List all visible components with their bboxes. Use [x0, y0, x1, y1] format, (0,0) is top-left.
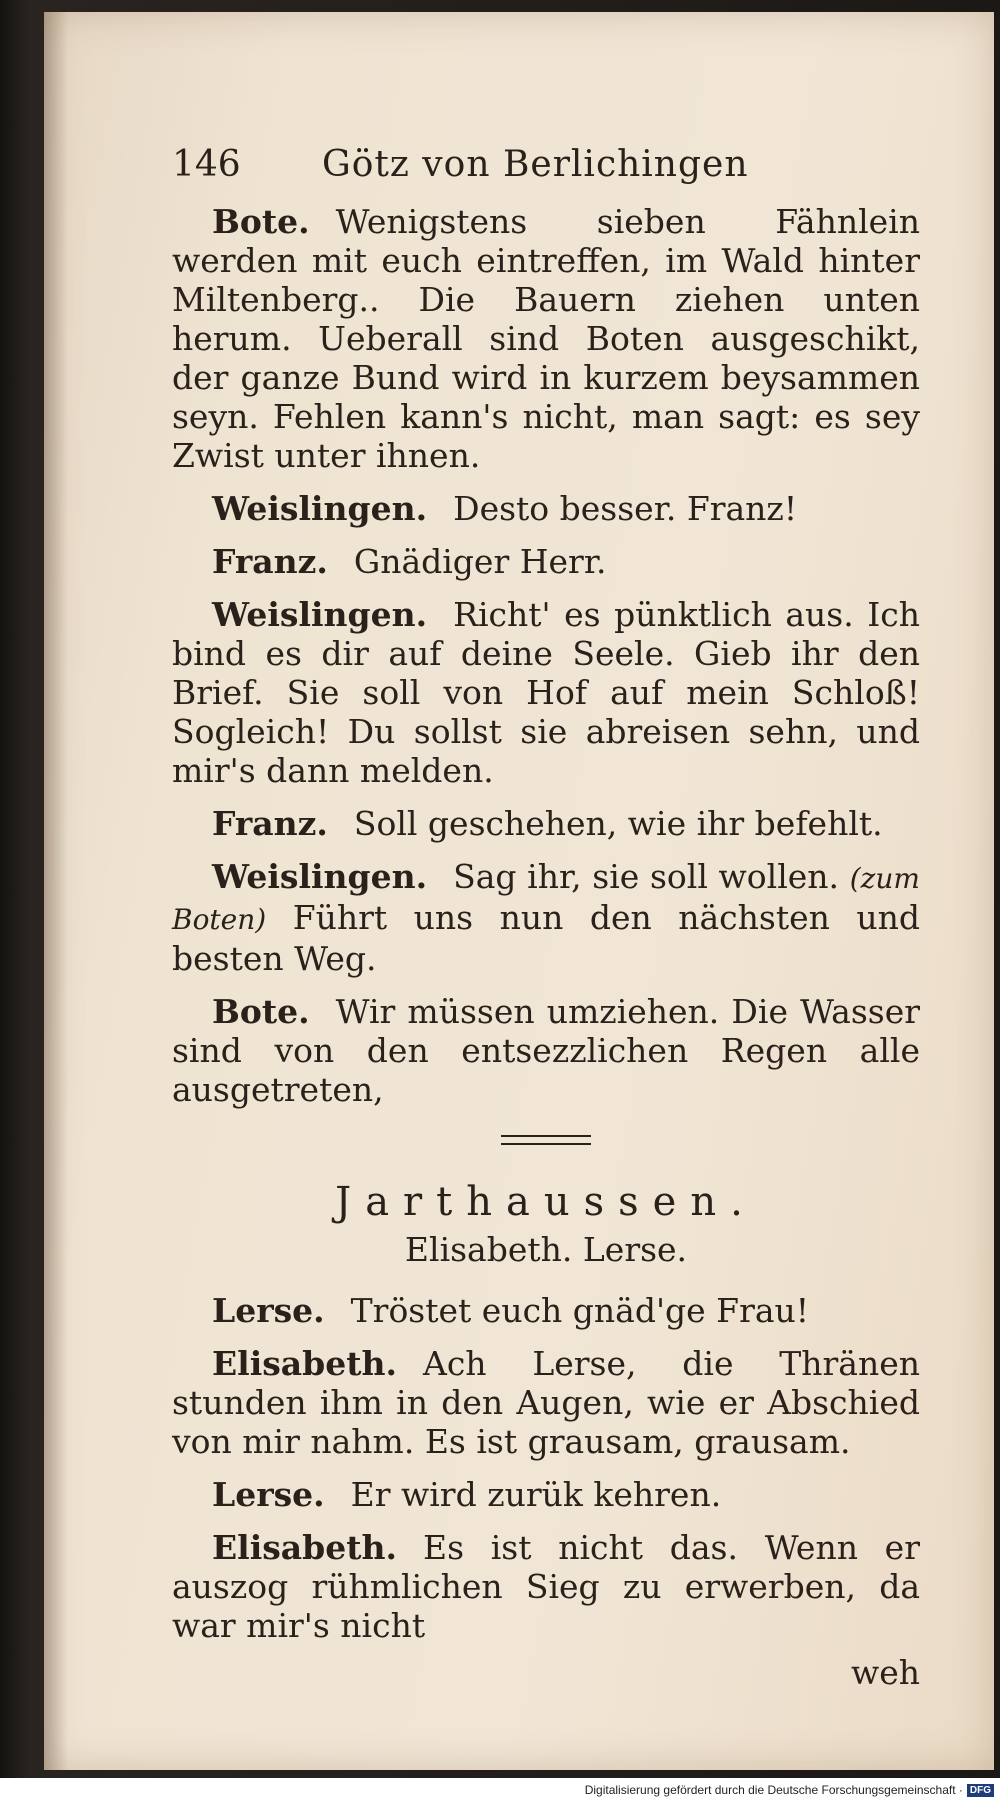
catchword: weh — [850, 1653, 920, 1692]
speech-text: Desto besser. Franz! — [453, 489, 798, 528]
scene-title: Jarthaussen. — [335, 1179, 757, 1225]
dialogue-paragraph — [172, 489, 920, 528]
speaker-name: Lerse. — [212, 1475, 325, 1514]
digitization-footer — [0, 1778, 1000, 1802]
dialogue-paragraph — [172, 202, 920, 475]
stage-direction: (zum Boten) — [172, 862, 920, 936]
dialogue-paragraph — [172, 804, 920, 843]
dialogue-paragraph — [172, 857, 920, 978]
speaker-name: Franz. — [212, 804, 328, 843]
speech-text: Er wird zurük kehren. — [350, 1475, 722, 1514]
running-title: Götz von Berlichingen — [322, 144, 749, 185]
speech-text: Sag ihr, sie soll wollen. — [453, 857, 840, 896]
running-head — [172, 145, 920, 184]
speech-text: Richt' es pünktlich aus. Ich bind es dir auf deine Seele. Gieb ihr den Brief. Sie soll von Hof auf mein Schloß! Sogleich! Du sollst sie abreisen sehn, und mir's dann melden. — [172, 595, 920, 790]
speaker-name: Weislingen. — [212, 489, 428, 528]
dialogue-paragraph — [172, 992, 920, 1109]
dialogue-paragraph — [172, 542, 920, 581]
speaker-name: Franz. — [212, 542, 328, 581]
footer-credit: Digitalisierung gefördert durch die Deutsche Forschungsgemeinschaft · — [584, 1783, 963, 1797]
speech-text: Gnädiger Herr. — [353, 542, 607, 581]
speech-text: Wenigstens sieben Fähnlein werden mit euch eintreffen, im Wald hinter Miltenberg.. Die Bauern ziehen unten herum. Ueberall sind Boten ausgeschikt, der ganze Bund wird in kurzem beysammen seyn. Fehlen kann's nicht, man sagt: es sey Zwist unter ihnen. — [172, 202, 920, 475]
dialogue-paragraph — [172, 1528, 920, 1645]
speaker-name: Bote. — [212, 992, 310, 1031]
page-number: 146 — [172, 144, 241, 185]
speaker-name: Weislingen. — [212, 595, 428, 634]
speech-text: Wir müssen umziehen. Die Wasser sind von den entsezzlichen Regen alle ausgetreten, — [172, 992, 920, 1109]
speaker-name: Elisabeth. — [212, 1528, 397, 1567]
dialogue-paragraph — [172, 1291, 920, 1330]
speech-text: Ach Lerse, die Thränen stunden ihm in den Augen, wie er Abschied von mir nahm. Es ist grausam, grausam. — [172, 1344, 920, 1461]
speech-text: Tröstet euch gnäd'ge Frau! — [350, 1291, 810, 1330]
speaker-name: Lerse. — [212, 1291, 325, 1330]
page-text — [172, 145, 920, 1692]
dialogue-paragraph — [172, 1475, 920, 1514]
dialogue-paragraph — [172, 1344, 920, 1461]
dfg-logo-icon: DFG — [967, 1784, 994, 1797]
speech-text: Es ist nicht das. Wenn er auszog rühmlichen Sieg zu erwerben, da war mir's nicht — [172, 1528, 920, 1645]
scene-characters: Elisabeth. Lerse. — [404, 1230, 688, 1269]
speaker-name: Bote. — [212, 202, 310, 241]
section-divider — [501, 1135, 591, 1145]
speaker-name: Weislingen. — [212, 857, 428, 896]
dialogue-paragraph — [172, 595, 920, 790]
speech-text: Soll geschehen, wie ihr befehlt. — [353, 804, 883, 843]
speech-text: Führt uns nun den nächsten und besten Weg. — [172, 898, 920, 978]
speaker-name: Elisabeth. — [212, 1344, 397, 1383]
